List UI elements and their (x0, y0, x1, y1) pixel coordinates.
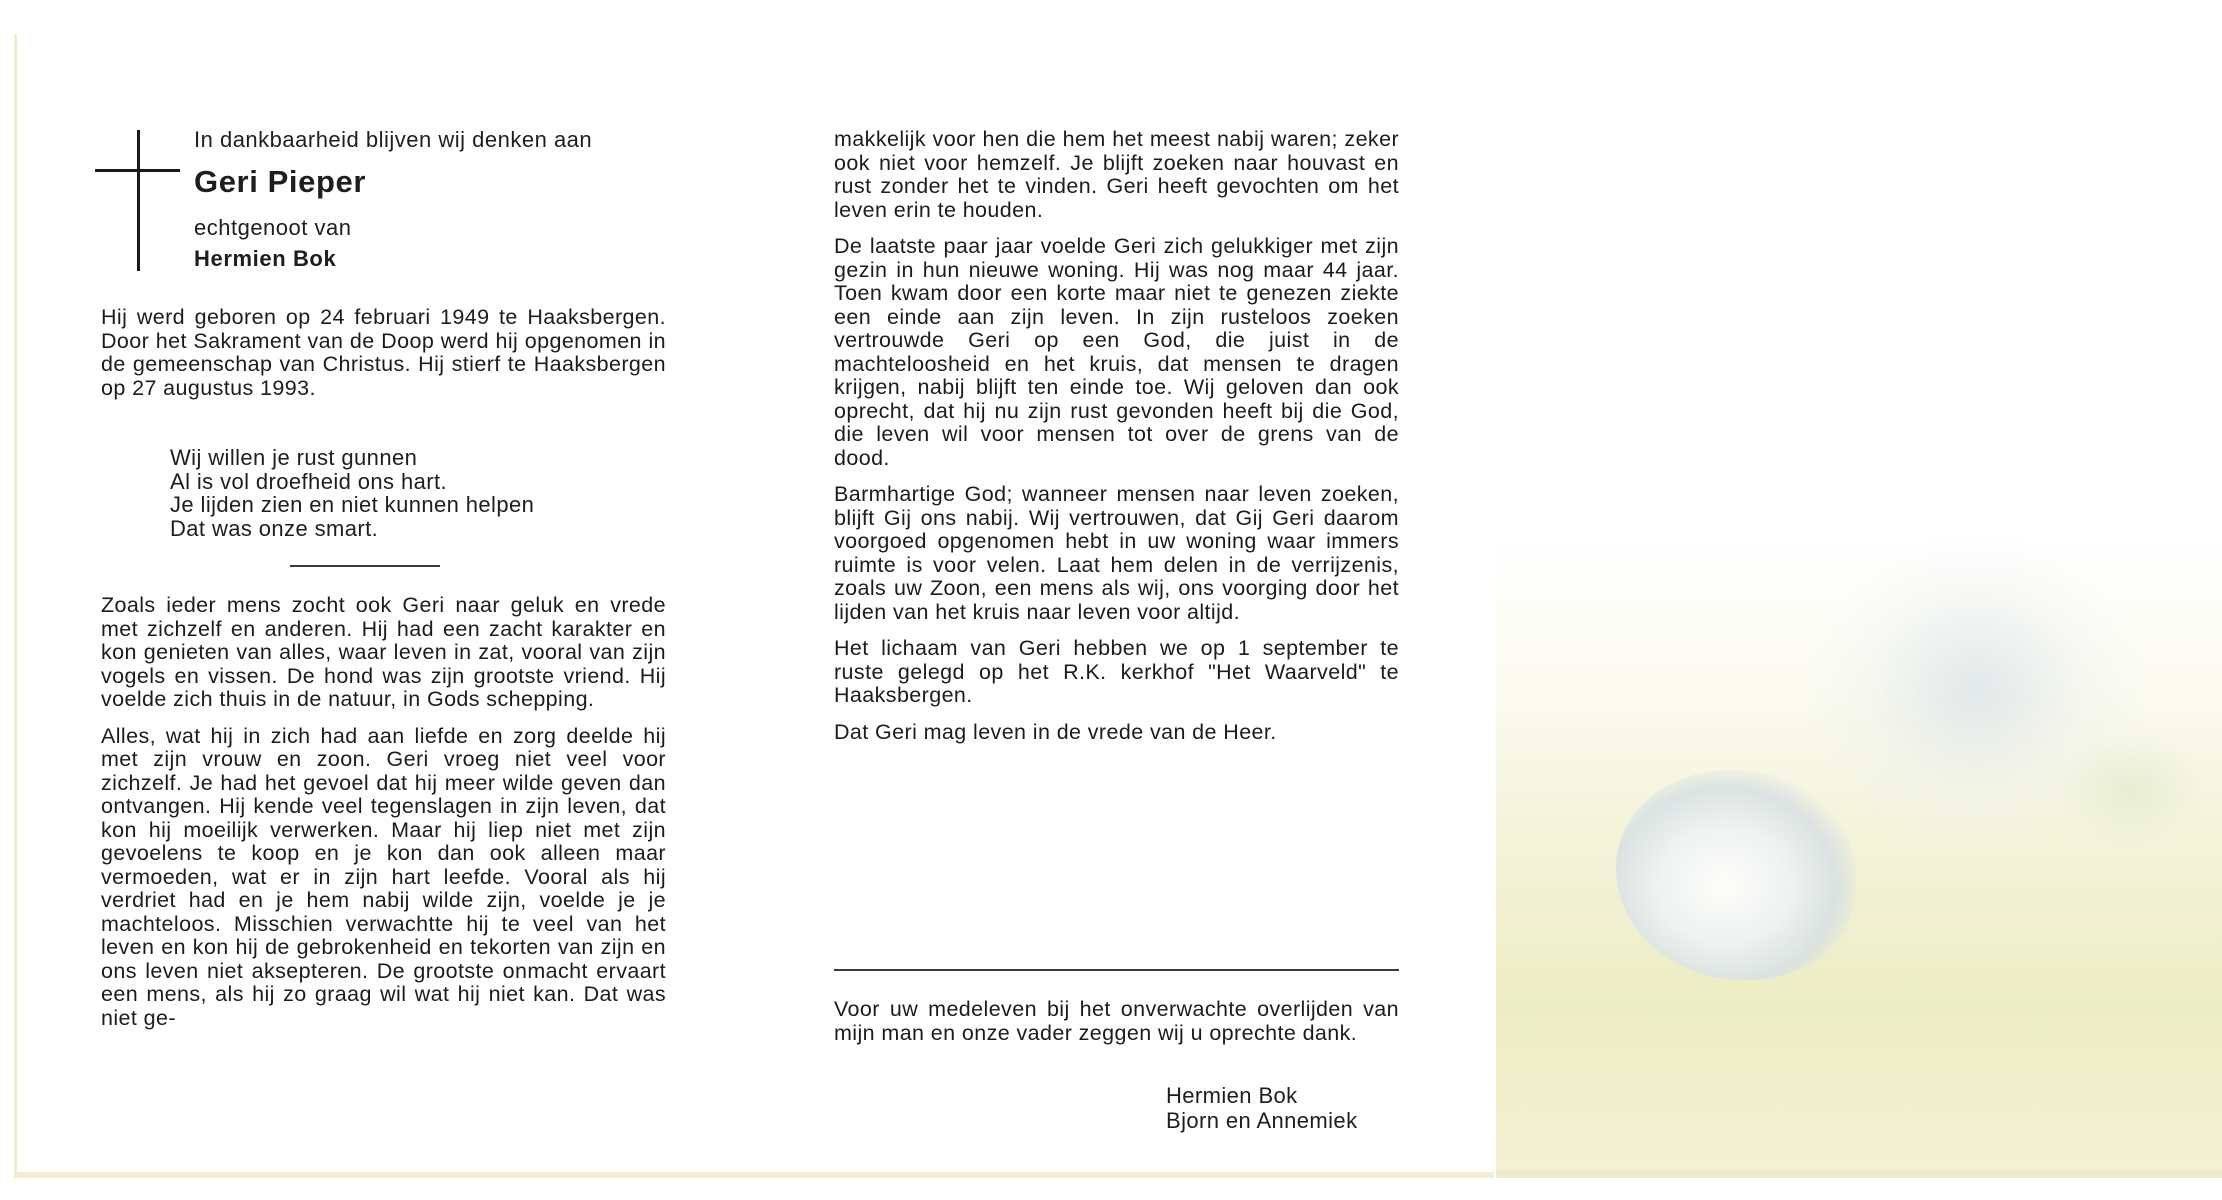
paragraph: De laatste paar jaar voelde Geri zich gelukkiger met zijn gezin in hun nieuwe woning. Hij was nog maar 44 jaar. Toen kwam door een korte maar niet te genezen ziekte een einde aan zijn leven. In zijn rusteloos zoeken vertrouwde Geri op een God, die juist in de machteloosheid en het kruis, dat mensen te dragen krijgen, nabij blijft ten einde toe. Wij geloven dan ook oprecht, dat hij nu zijn rust gevonden heeft bij die God, die leven wil voor mensen tot over de grens van de dood. (834, 234, 1399, 470)
paragraph: Zoals ieder mens zocht ook Geri naar geluk en vrede met zichzelf en anderen. Hij had een zacht karakter en kon genieten van alles, waar leven in zat, vooral van zijn vogels en vissen. De hond was zijn grootste vriend. Hij voelde zich thuis in de natuur, in Gods schepping. (101, 593, 666, 711)
paragraph: makkelijk voor hen die hem het meest nabij waren; zeker ook niet voor hemzelf. Je blijft zoeken naar houvast en rust zonder het te vinden. Geri heeft gevochten om het leven erin te houden. (834, 127, 1399, 222)
spouse-label: echtgenoot van (194, 215, 352, 240)
spouse-name: Hermien Bok (194, 246, 337, 271)
paragraph: Dat Geri mag leven in de vrede van de Heer. (834, 719, 1277, 744)
biography-text: Hij werd geboren op 24 februari 1949 te Haaksbergen. Door het Sakrament van de Doop werd hij opgenomen in de gemeenschap van Christus. Hij stierf te Haaksbergen op 27 augustus 1993. (101, 305, 666, 400)
poem-line: Al is vol droefheid ons hart. (170, 468, 447, 494)
poem-line: Je lijden zien en niet kunnen helpen (170, 492, 535, 517)
intro-line: In dankbaarheid blijven wij denken aan (194, 127, 593, 152)
poem (170, 446, 534, 540)
deceased-name: Geri Pieper (194, 164, 367, 199)
divider-short (290, 565, 440, 567)
cross-icon-vertical (137, 130, 140, 271)
divider-long (834, 969, 1399, 971)
signature-line: Bjorn en Annemiek (1166, 1108, 1358, 1133)
signature-line: Hermien Bok (1166, 1083, 1298, 1108)
left-column-body (101, 594, 666, 1043)
paragraph: Barmhartige God; wanneer mensen naar leven zoeken, blijft Gij ons nabij. Wij vertrouwen, dat Gij Geri daarom voorgoed opgenomen hebt in uw woning waar immers ruimte is voor velen. Laat hem delen in de verrijzenis, zoals uw Zoon, een mens als wij, ons voorging door het lijden van het kruis naar leven voor altijd. (834, 482, 1399, 624)
right-column-body (834, 128, 1399, 757)
rose-illustration (1616, 770, 1856, 980)
paragraph: Alles, wat hij in zich had aan liefde en zorg deelde hij met zijn vrouw en zoon. Geri vroeg niet veel voor zichzelf. Je had het gevoel dat hij meer wilde geven dan ontvangen. Hij kende veel tegenslagen in zijn leven, dat kon hij moeilijk verwerken. Maar hij liep niet met zijn gevoelens te koop en je kon dan ook alleen maar vermoeden, wat er in zijn hart leefde. Vooral als hij verdriet had en je hem nabij wilde zijn, voelde je je machteloos. Misschien verwachtte hij te veel van het leven en kon hij de gebrokenheid en tekorten van zijn en ons leven niet aksepteren. De grootste onmacht ervaart een mens, als hij zo graag wil wat hij niet kan. Dat was niet ge- (101, 723, 666, 1030)
thanks-text: Voor uw medeleven bij het onverwachte overlijden van mijn man en onze vader zeggen wij u oprechte dank. (834, 997, 1399, 1045)
signature-block (1166, 1083, 1357, 1133)
cross-icon-horizontal (95, 169, 180, 172)
poem-line: Wij willen je rust gunnen (170, 445, 418, 470)
biography-block (101, 306, 666, 413)
paragraph: Het lichaam van Geri hebben we op 1 september te ruste gelegd op het R.K. kerkhof "Het Waarveld" te Haaksbergen. (834, 636, 1399, 707)
rose-artwork-panel (1496, 10, 2222, 1178)
poem-line: Dat was onze smart. (170, 515, 379, 541)
thanks-block (834, 998, 1399, 1058)
